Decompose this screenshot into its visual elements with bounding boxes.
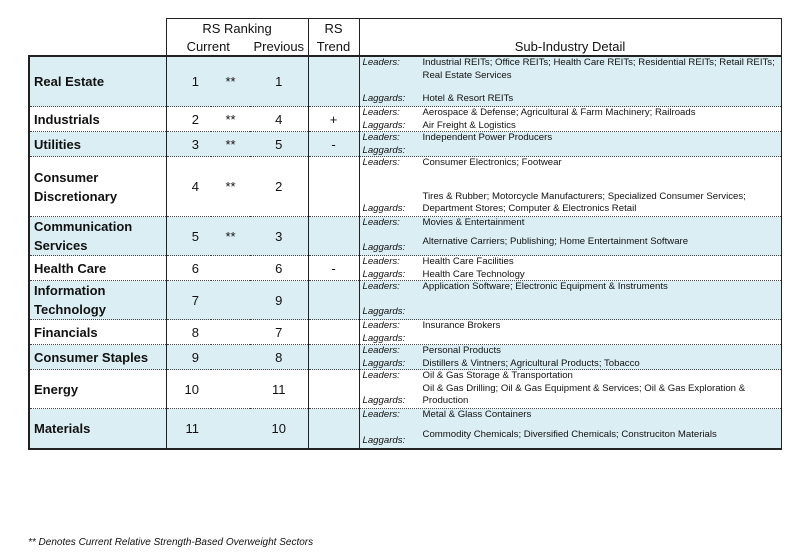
leaders-list: Insurance Brokers — [422, 320, 501, 331]
sub-industry-detail — [359, 281, 781, 320]
rs-header: RS — [308, 19, 359, 38]
laggards-label: Laggards: — [362, 144, 406, 156]
leaders-list: Oil & Gas Storage & Transportation — [422, 370, 573, 381]
table-body — [29, 56, 781, 449]
sector-name: Communication Services — [29, 217, 166, 256]
table-row — [29, 132, 781, 157]
sector-name: Energy — [29, 370, 166, 409]
sector-name: Real Estate — [29, 56, 166, 107]
sector-ranking-table — [28, 18, 782, 450]
laggards-list: Air Freight & Logistics — [422, 119, 516, 131]
current-rank: 5 — [166, 217, 211, 256]
sector-name: Utilities — [29, 132, 166, 157]
laggards-list: Oil & Gas Drilling; Oil & Gas Equipment & Services; Oil & Gas Exploration & Production — [422, 382, 746, 407]
laggards-label: Laggards: — [362, 306, 406, 318]
laggards-label: Laggards: — [362, 203, 406, 215]
previous-rank: 1 — [250, 56, 308, 107]
overweight-marker — [211, 320, 250, 345]
table-row — [29, 256, 781, 281]
overweight-marker — [211, 370, 250, 409]
sub-industry-detail — [359, 157, 781, 217]
previous-rank: 9 — [250, 281, 308, 320]
sub-industry-detail-header: Sub-Industry Detail — [359, 37, 781, 56]
rs-trend — [308, 56, 359, 107]
current-rank: 7 — [166, 281, 211, 320]
sector-name: Consumer Staples — [29, 345, 166, 370]
table-row — [29, 345, 781, 370]
current-rank: 11 — [166, 409, 211, 450]
table-row — [29, 157, 781, 217]
sector-ranking-table-container — [28, 18, 780, 450]
rs-trend — [308, 157, 359, 217]
sub-industry-detail — [359, 217, 781, 256]
trend-header: Trend — [308, 37, 359, 56]
overweight-marker — [211, 409, 250, 450]
leaders-label: Leaders: — [362, 345, 400, 356]
table-row — [29, 281, 781, 320]
overweight-marker: ** — [211, 107, 250, 132]
rs-trend: + — [308, 107, 359, 132]
laggards-list: Health Care Technology — [422, 268, 525, 280]
leaders-label: Leaders: — [362, 107, 400, 118]
laggards-list: Hotel & Resort REITs — [422, 93, 514, 105]
overweight-marker — [211, 345, 250, 370]
laggards-list: Tires & Rubber; Motorcycle Manufacturers; Specialized Consumer Services; Department Stores; Computer & Electronics Retail — [422, 190, 746, 215]
rs-trend — [308, 345, 359, 370]
laggards-label: Laggards: — [362, 93, 406, 105]
laggards-list — [423, 145, 777, 158]
sector-name: Information Technology — [29, 281, 166, 320]
rs-ranking-header: RS Ranking — [166, 19, 308, 38]
laggards-list: Distillers & Vintners; Agricultural Products; Tobacco — [422, 357, 640, 369]
previous-rank: 4 — [250, 107, 308, 132]
sector-name: Financials — [29, 320, 166, 345]
current-rank: 6 — [166, 256, 211, 281]
laggards-label: Laggards: — [362, 268, 406, 280]
current-rank: 10 — [166, 370, 211, 409]
leaders-list: Aerospace & Defense; Agricultural & Farm Machinery; Railroads — [422, 107, 696, 118]
leaders-list: Movies & Entertainment — [422, 217, 525, 228]
table-row — [29, 320, 781, 345]
table-row — [29, 409, 781, 450]
laggards-label: Laggards: — [362, 395, 406, 407]
overweight-marker: ** — [211, 56, 250, 107]
sub-industry-detail — [359, 370, 781, 409]
table-row — [29, 107, 781, 132]
previous-rank: 5 — [250, 132, 308, 157]
previous-rank: 11 — [250, 370, 308, 409]
sub-industry-detail — [359, 345, 781, 370]
leaders-label: Leaders: — [362, 57, 400, 68]
overweight-marker: ** — [211, 132, 250, 157]
laggards-list: Commodity Chemicals; Diversified Chemicals; Construciton Materials — [422, 428, 717, 440]
overweight-marker — [211, 281, 250, 320]
leaders-list: Consumer Electronics; Footwear — [422, 157, 562, 168]
current-header: Current — [166, 37, 250, 56]
previous-rank: 7 — [250, 320, 308, 345]
current-rank: 4 — [166, 157, 211, 217]
sub-industry-detail — [359, 107, 781, 132]
leaders-label: Leaders: — [362, 256, 400, 267]
previous-rank: 6 — [250, 256, 308, 281]
leaders-list: Application Software; Electronic Equipment & Instruments — [422, 281, 668, 292]
leaders-label: Leaders: — [362, 217, 400, 228]
laggards-list — [423, 300, 777, 319]
leaders-label: Leaders: — [362, 132, 400, 143]
laggards-list — [423, 333, 777, 346]
overweight-marker — [211, 256, 250, 281]
sub-industry-detail — [359, 132, 781, 157]
leaders-label: Leaders: — [362, 370, 400, 381]
previous-rank: 10 — [250, 409, 308, 450]
rs-trend — [308, 281, 359, 320]
laggards-list: Alternative Carriers; Publishing; Home Entertainment Software — [422, 236, 689, 247]
header-row-1 — [29, 19, 781, 38]
previous-header: Previous — [250, 37, 308, 56]
leaders-label: Leaders: — [362, 409, 400, 420]
current-rank: 9 — [166, 345, 211, 370]
previous-rank: 2 — [250, 157, 308, 217]
table-row — [29, 370, 781, 409]
current-rank: 2 — [166, 107, 211, 132]
sector-name: Materials — [29, 409, 166, 450]
leaders-list: Industrial REITs; Office REITs; Health Care REITs; Residential REITs; Retail REITs; Real Estate Services — [422, 57, 775, 81]
rs-trend: - — [308, 132, 359, 157]
overweight-marker: ** — [211, 157, 250, 217]
sub-industry-detail — [359, 409, 781, 450]
header-row-2 — [29, 37, 781, 56]
sector-name: Industrials — [29, 107, 166, 132]
table-row — [29, 217, 781, 256]
current-rank: 8 — [166, 320, 211, 345]
current-rank: 3 — [166, 132, 211, 157]
leaders-label: Leaders: — [362, 281, 400, 292]
laggards-label: Laggards: — [362, 357, 406, 369]
rs-trend: - — [308, 256, 359, 281]
previous-rank: 3 — [250, 217, 308, 256]
current-rank: 1 — [166, 56, 211, 107]
laggards-label: Laggards: — [362, 242, 406, 254]
leaders-list: Personal Products — [422, 345, 501, 356]
table-row — [29, 56, 781, 107]
laggards-label: Laggards: — [362, 435, 406, 447]
leaders-list: Metal & Glass Containers — [422, 409, 532, 420]
sub-industry-detail — [359, 256, 781, 281]
rs-trend — [308, 217, 359, 256]
leaders-label: Leaders: — [362, 320, 400, 331]
leaders-list: Independent Power Producers — [422, 132, 553, 143]
sector-name: Consumer Discretionary — [29, 157, 166, 217]
footnote: ** Denotes Current Relative Strength-Based Overweight Sectors — [28, 537, 314, 548]
previous-rank: 8 — [250, 345, 308, 370]
laggards-label: Laggards: — [362, 332, 406, 344]
sub-industry-detail — [359, 320, 781, 345]
leaders-list: Health Care Facilities — [422, 256, 514, 267]
sector-name: Health Care — [29, 256, 166, 281]
laggards-label: Laggards: — [362, 119, 406, 131]
overweight-marker: ** — [211, 217, 250, 256]
rs-trend — [308, 370, 359, 409]
leaders-label: Leaders: — [362, 157, 400, 168]
rs-trend — [308, 320, 359, 345]
rs-trend — [308, 409, 359, 450]
sub-industry-detail — [359, 56, 781, 107]
